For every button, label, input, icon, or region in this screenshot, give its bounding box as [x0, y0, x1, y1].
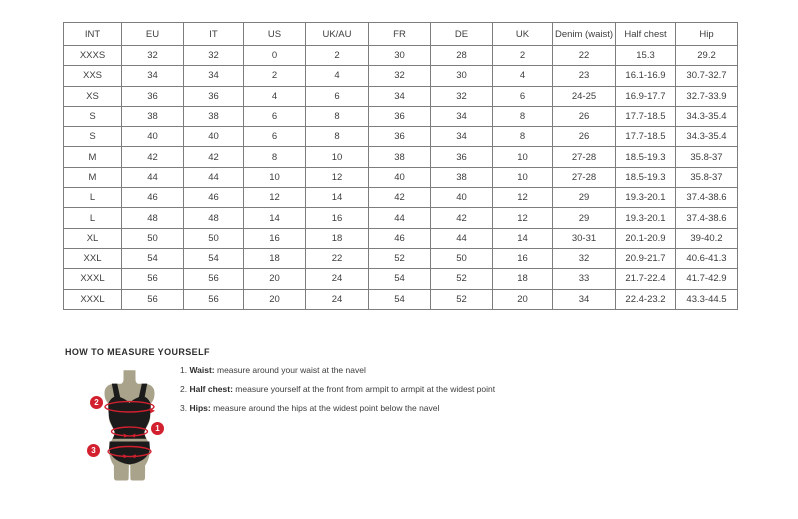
- table-cell: 4: [244, 86, 306, 106]
- step-text: measure yourself at the front from armpit to armpit at the widest point: [232, 384, 496, 394]
- table-cell: XXL: [64, 248, 122, 268]
- table-row: [64, 127, 738, 147]
- table-cell: 33: [553, 269, 616, 289]
- table-cell: 24: [306, 289, 369, 309]
- table-cell: 10: [493, 147, 553, 167]
- table-cell: 18.5-19.3: [616, 167, 676, 187]
- table-cell: 8: [306, 106, 369, 126]
- table-cell: 46: [184, 188, 244, 208]
- table-cell: S: [64, 127, 122, 147]
- table-cell: 39-40.2: [676, 228, 738, 248]
- table-cell: 34.3-35.4: [676, 106, 738, 126]
- table-cell: 28: [431, 46, 493, 66]
- table-cell: 50: [184, 228, 244, 248]
- table-row: [64, 46, 738, 66]
- table-cell: 2: [306, 46, 369, 66]
- table-cell: 44: [122, 167, 184, 187]
- table-cell: 32.7-33.9: [676, 86, 738, 106]
- size-chart-table: [63, 22, 738, 310]
- table-cell: 14: [493, 228, 553, 248]
- table-cell: XXS: [64, 66, 122, 86]
- table-cell: 52: [431, 269, 493, 289]
- measure-step: [180, 402, 495, 421]
- table-cell: 6: [306, 86, 369, 106]
- table-cell: 17.7-18.5: [616, 106, 676, 126]
- step-number: 3.: [180, 403, 190, 413]
- table-cell: 38: [122, 106, 184, 126]
- table-cell: 8: [493, 106, 553, 126]
- table-row: [64, 208, 738, 228]
- table-row: [64, 147, 738, 167]
- table-cell: L: [64, 188, 122, 208]
- table-cell: 17.7-18.5: [616, 127, 676, 147]
- table-cell: 20: [493, 289, 553, 309]
- table-cell: 18: [244, 248, 306, 268]
- table-cell: 24: [306, 269, 369, 289]
- table-cell: 56: [184, 269, 244, 289]
- table-cell: S: [64, 106, 122, 126]
- table-cell: 30.7-32.7: [676, 66, 738, 86]
- table-cell: 54: [369, 289, 431, 309]
- table-cell: 37.4-38.6: [676, 188, 738, 208]
- mannequin-neck: [121, 370, 139, 384]
- table-cell: 19.3-20.1: [616, 188, 676, 208]
- table-cell: 18.5-19.3: [616, 147, 676, 167]
- table-cell: 56: [122, 269, 184, 289]
- table-cell: 34.3-35.4: [676, 127, 738, 147]
- measure-steps: [180, 364, 495, 421]
- table-cell: 48: [184, 208, 244, 228]
- table-cell: 18: [306, 228, 369, 248]
- table-cell: 38: [431, 167, 493, 187]
- table-cell: 24-25: [553, 86, 616, 106]
- table-cell: 12: [244, 188, 306, 208]
- table-cell: 42: [122, 147, 184, 167]
- measure-step: [180, 383, 495, 402]
- table-cell: 54: [369, 269, 431, 289]
- table-cell: 46: [369, 228, 431, 248]
- table-cell: 29.2: [676, 46, 738, 66]
- table-cell: M: [64, 167, 122, 187]
- column-header: FR: [369, 23, 431, 46]
- table-cell: 18: [493, 269, 553, 289]
- table-cell: 4: [306, 66, 369, 86]
- table-cell: 20.9-21.7: [616, 248, 676, 268]
- table-cell: 44: [369, 208, 431, 228]
- column-header: IT: [184, 23, 244, 46]
- table-cell: 35.8-37: [676, 167, 738, 187]
- table-cell: 15.3: [616, 46, 676, 66]
- table-cell: 6: [493, 86, 553, 106]
- table-cell: 32: [553, 248, 616, 268]
- table-cell: 0: [244, 46, 306, 66]
- table-row: [64, 86, 738, 106]
- table-row: [64, 228, 738, 248]
- column-header: INT: [64, 23, 122, 46]
- table-cell: 35.8-37: [676, 147, 738, 167]
- table-row: [64, 289, 738, 309]
- table-cell: 19.3-20.1: [616, 208, 676, 228]
- table-cell: 34: [553, 289, 616, 309]
- table-cell: 42: [184, 147, 244, 167]
- table-cell: 16: [493, 248, 553, 268]
- table-cell: M: [64, 147, 122, 167]
- table-cell: 14: [244, 208, 306, 228]
- table-cell: 34: [431, 106, 493, 126]
- table-cell: 50: [122, 228, 184, 248]
- table-row: [64, 66, 738, 86]
- table-cell: 14: [306, 188, 369, 208]
- table-cell: 2: [244, 66, 306, 86]
- table-cell: XXXL: [64, 269, 122, 289]
- table-cell: 44: [184, 167, 244, 187]
- table-cell: 37.4-38.6: [676, 208, 738, 228]
- measurement-diagram: [84, 370, 170, 485]
- diagram-marker-half-chest: 2: [90, 396, 103, 409]
- table-row: [64, 106, 738, 126]
- table-cell: 27-28: [553, 167, 616, 187]
- table-cell: 38: [184, 106, 244, 126]
- table-cell: 29: [553, 188, 616, 208]
- table-cell: 42: [431, 208, 493, 228]
- table-cell: 36: [369, 127, 431, 147]
- table-cell: 30: [369, 46, 431, 66]
- table-cell: 36: [184, 86, 244, 106]
- table-cell: 22: [306, 248, 369, 268]
- step-text: measure around the hips at the widest point below the navel: [210, 403, 440, 413]
- column-header: US: [244, 23, 306, 46]
- table-cell: 20: [244, 269, 306, 289]
- table-cell: 29: [553, 208, 616, 228]
- table-cell: 12: [306, 167, 369, 187]
- table-cell: 42: [369, 188, 431, 208]
- table-cell: XXXL: [64, 289, 122, 309]
- table-cell: 6: [244, 106, 306, 126]
- table-cell: 4: [493, 66, 553, 86]
- table-cell: 16.9-17.7: [616, 86, 676, 106]
- table-cell: 56: [184, 289, 244, 309]
- column-header: Half chest: [616, 23, 676, 46]
- table-cell: 52: [431, 289, 493, 309]
- table-cell: 16: [306, 208, 369, 228]
- table-cell: 6: [244, 127, 306, 147]
- table-cell: 2: [493, 46, 553, 66]
- diagram-marker-waist: 1: [151, 422, 164, 435]
- table-cell: 50: [431, 248, 493, 268]
- table-cell: 20: [244, 289, 306, 309]
- table-row: [64, 269, 738, 289]
- column-header: Denim (waist): [553, 23, 616, 46]
- table-cell: 34: [369, 86, 431, 106]
- table-cell: 20.1-20.9: [616, 228, 676, 248]
- table-cell: 40: [122, 127, 184, 147]
- table-cell: 34: [122, 66, 184, 86]
- size-chart-header-row: [64, 23, 738, 46]
- table-cell: 12: [493, 208, 553, 228]
- table-cell: 40: [431, 188, 493, 208]
- diagram-marker-hips: 3: [87, 444, 100, 457]
- table-cell: 8: [306, 127, 369, 147]
- column-header: UK: [493, 23, 553, 46]
- table-cell: 48: [122, 208, 184, 228]
- table-cell: 44: [431, 228, 493, 248]
- table-cell: 8: [493, 127, 553, 147]
- table-cell: 32: [431, 86, 493, 106]
- table-cell: 40: [184, 127, 244, 147]
- table-cell: 26: [553, 127, 616, 147]
- table-row: [64, 167, 738, 187]
- table-cell: 43.3-44.5: [676, 289, 738, 309]
- column-header: UK/AU: [306, 23, 369, 46]
- table-cell: 22: [553, 46, 616, 66]
- table-cell: 16.1-16.9: [616, 66, 676, 86]
- table-cell: 41.7-42.9: [676, 269, 738, 289]
- table-row: [64, 188, 738, 208]
- table-cell: 12: [493, 188, 553, 208]
- table-cell: XXXS: [64, 46, 122, 66]
- table-cell: 40: [369, 167, 431, 187]
- measure-heading: HOW TO MEASURE YOURSELF: [65, 347, 210, 357]
- step-text: measure around your waist at the navel: [214, 365, 366, 375]
- table-cell: 32: [184, 46, 244, 66]
- table-cell: XL: [64, 228, 122, 248]
- table-cell: 27-28: [553, 147, 616, 167]
- table-cell: 10: [306, 147, 369, 167]
- table-cell: 40.6-41.3: [676, 248, 738, 268]
- table-cell: 16: [244, 228, 306, 248]
- table-cell: 10: [493, 167, 553, 187]
- table-cell: 32: [122, 46, 184, 66]
- table-cell: 54: [122, 248, 184, 268]
- column-header: DE: [431, 23, 493, 46]
- table-cell: 56: [122, 289, 184, 309]
- table-cell: 32: [369, 66, 431, 86]
- table-cell: 26: [553, 106, 616, 126]
- table-cell: 36: [431, 147, 493, 167]
- column-header: Hip: [676, 23, 738, 46]
- table-cell: 30-31: [553, 228, 616, 248]
- table-cell: 52: [369, 248, 431, 268]
- column-header: EU: [122, 23, 184, 46]
- table-row: [64, 248, 738, 268]
- table-cell: 36: [369, 106, 431, 126]
- table-cell: 23: [553, 66, 616, 86]
- table-cell: 46: [122, 188, 184, 208]
- step-label: Half chest:: [189, 384, 233, 394]
- table-cell: XS: [64, 86, 122, 106]
- table-cell: 8: [244, 147, 306, 167]
- table-cell: 54: [184, 248, 244, 268]
- table-cell: 34: [184, 66, 244, 86]
- measure-step: [180, 364, 495, 383]
- table-cell: 38: [369, 147, 431, 167]
- table-cell: 10: [244, 167, 306, 187]
- step-label: Waist:: [189, 365, 215, 375]
- table-cell: 36: [122, 86, 184, 106]
- table-cell: 22.4-23.2: [616, 289, 676, 309]
- table-cell: 30: [431, 66, 493, 86]
- step-label: Hips:: [189, 403, 211, 413]
- table-cell: L: [64, 208, 122, 228]
- step-number: 1.: [180, 365, 190, 375]
- table-cell: 21.7-22.4: [616, 269, 676, 289]
- step-number: 2.: [180, 384, 190, 394]
- table-cell: 34: [431, 127, 493, 147]
